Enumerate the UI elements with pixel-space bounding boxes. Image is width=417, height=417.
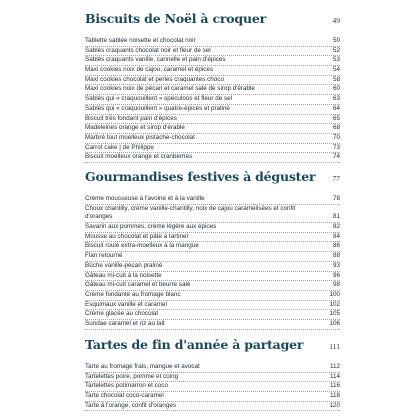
entry-page-number: 52 [332, 46, 340, 54]
toc-entry [85, 373, 340, 383]
toc-entry [85, 252, 340, 262]
toc-entry [85, 56, 340, 66]
entry-page-number: 106 [329, 319, 340, 327]
entry-page-number: 116 [329, 382, 340, 390]
entry-page-number: 73 [332, 143, 340, 151]
entry-title: Sundae caramel et riz au lait [85, 319, 165, 327]
entry-title: Tablette sablée noisette et chocolat noir [85, 37, 196, 44]
entry-page-number: 114 [329, 372, 340, 380]
toc-entry [85, 66, 340, 76]
entry-title: Crème glacée au chocolat [85, 310, 159, 318]
toc-entry [85, 392, 340, 402]
entry-title: Bûche vanille-pécan praliné [85, 261, 163, 269]
entry-list [85, 363, 340, 411]
toc-entry [85, 301, 340, 311]
entry-title: Marbré tout moelleux pistache-chocolat [85, 133, 195, 141]
entry-title: Tartelettes potimarron et coco [85, 382, 168, 390]
entry-title: Crème fondante au fromage blanc [85, 290, 181, 298]
toc-entry [85, 382, 340, 392]
entry-page-number: 96 [332, 271, 340, 279]
toc-entry [85, 85, 340, 95]
entry-title: Flan retourné [85, 252, 123, 260]
entry-page-number: 120 [329, 401, 340, 409]
entry-title: Sablés craquants vanille, cannelle et pain d'épices [85, 56, 226, 64]
section-page-number: 77 [332, 174, 340, 183]
toc-entry [85, 115, 340, 125]
entry-page-number: 93 [332, 261, 340, 269]
entry-page-number: 70 [332, 133, 340, 141]
entry-title: Biscuit très fondant pain d'épices [85, 114, 177, 122]
entry-title: Maxi cookies noix de cajou, caramel et épices [85, 66, 214, 74]
toc-entry [85, 124, 340, 134]
toc-entry [85, 223, 340, 233]
entry-page-number: 118 [329, 392, 340, 400]
section-header [85, 337, 340, 361]
section-title: Gourmandises festives à déguster [85, 169, 316, 184]
entry-page-number: 64 [332, 104, 340, 112]
toc-entry [85, 363, 340, 373]
entry-title: Gâteau mi-cuit caramel et beurre salé [85, 281, 191, 289]
toc-entry [85, 134, 340, 144]
entry-title: Sablés qui « craquouillent » quatre-épices et praliné [85, 104, 230, 112]
entry-title: Esquimaux vanille et caramel [85, 300, 167, 308]
toc-entry [85, 205, 340, 223]
entry-title: Tarte à l'orange, confit d'oranges [85, 401, 176, 409]
toc-entry [85, 195, 340, 205]
entry-page-number: 100 [329, 290, 340, 298]
toc-entry [85, 262, 340, 272]
toc-entry [85, 402, 340, 412]
toc-entry [85, 281, 340, 291]
entry-title: Savarin aux pommes, crème légère aux épices [85, 223, 217, 231]
entry-title: Carrot cake | de Philippe [85, 143, 154, 151]
entry-title: Tartelettes poire, pomme et coing [85, 372, 179, 380]
entry-list [85, 37, 340, 163]
entry-page-number: 78 [332, 195, 340, 202]
toc-entry [85, 153, 340, 163]
entry-page-number: 88 [332, 252, 340, 260]
toc-entry [85, 233, 340, 243]
entry-page-number: 81 [332, 213, 340, 221]
entry-title: Crème mousseuse à l'avoine et à la vanille [85, 195, 205, 202]
toc-entry [85, 37, 340, 47]
entry-page-number: 74 [332, 153, 340, 161]
section-title: Biscuits de Noël à croquer [85, 11, 266, 26]
entry-page-number: 58 [332, 75, 340, 83]
entry-page-number: 60 [332, 85, 340, 93]
entry-page-number: 63 [332, 95, 340, 103]
section-biscuits [85, 11, 340, 163]
entry-title: Sablés craquants chocolat noir et fleur de sel [85, 46, 211, 54]
toc-entry [85, 310, 340, 320]
entry-title: Sablés qui « craquouillent » spéculoos et fleur de sel [85, 95, 233, 103]
entry-page-number: 102 [329, 300, 340, 308]
section-header [85, 169, 340, 193]
entry-title: Choux chantilly, crème vanille-chantilly, noix de cajou caramélisées et confit d'oranges [85, 204, 296, 221]
entry-title: Tarte chocolat coco-caramel [85, 392, 164, 400]
entry-page-number: 112 [329, 363, 340, 370]
entry-title: Madeleines orange et sirop d'érable [85, 124, 185, 132]
section-title: Tartes de fin d'année à partager [85, 337, 304, 352]
entry-title: Biscuit roulé extra-moelleux à la mangue [85, 242, 199, 250]
toc-entry [85, 76, 340, 86]
toc-entry [85, 95, 340, 105]
section-tartes [85, 337, 340, 411]
entry-page-number: 53 [332, 56, 340, 64]
entry-title: Maxi cookies chocolat et perles craquantes choco [85, 75, 224, 83]
entry-page-number: 105 [329, 310, 340, 318]
entry-page-number: 68 [332, 124, 340, 132]
entry-page-number: 50 [332, 37, 340, 44]
entry-page-number: 98 [332, 281, 340, 289]
entry-title: Gâteau mi-cuit à la noisette [85, 271, 162, 279]
toc-entry [85, 320, 340, 330]
entry-page-number: 82 [332, 223, 340, 231]
entry-list [85, 195, 340, 330]
section-gourmandises [85, 169, 340, 330]
entry-page-number: 84 [332, 232, 340, 240]
toc-entry [85, 144, 340, 154]
section-page-number: 111 [329, 342, 340, 351]
toc-entry [85, 47, 340, 57]
toc-entry [85, 291, 340, 301]
entry-page-number: 65 [332, 114, 340, 122]
entry-page-number: 86 [332, 242, 340, 250]
entry-title: Tarte au fromage frais, mangue et avocat [85, 363, 200, 370]
section-header [85, 11, 340, 35]
entry-page-number: 54 [332, 66, 340, 74]
entry-title: Biscuit moelleux orange et cranberries [85, 153, 193, 161]
entry-title: Maxi cookies noix de pécan et caramel salé de sirop d'érable [85, 85, 255, 93]
toc-entry [85, 272, 340, 282]
toc-entry [85, 242, 340, 252]
entry-title: Mousse au chocolat et pâte à tartiner [85, 232, 189, 240]
toc-entry [85, 105, 340, 115]
section-page-number: 49 [332, 16, 340, 25]
